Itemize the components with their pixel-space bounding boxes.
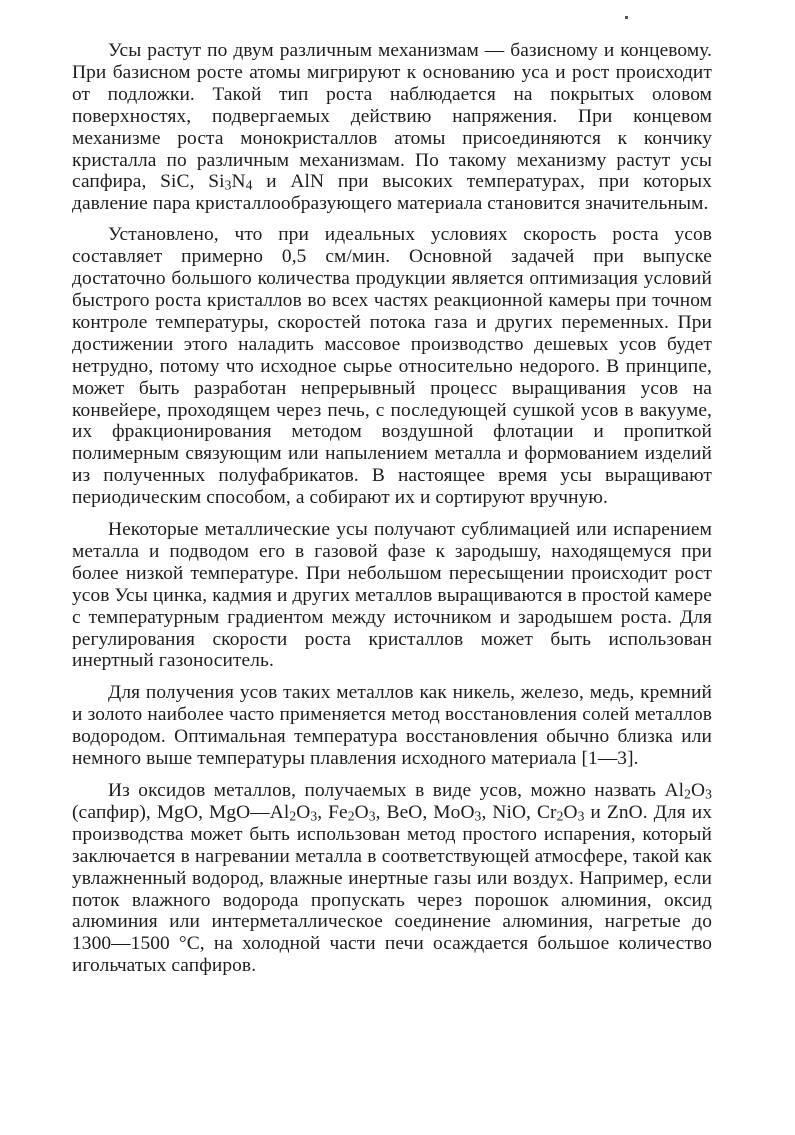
paragraph-oxide-whiskers: Из оксидов металлов, получаемых в виде усов, можно назвать $Al_2O_3$ (сапфир), MgO, $MgO—Al_2O_3$, $Fe_2O_3$, BeO, MoO$_3$, NiO, $Cr_2O_3$ и ZnO. Для их производства может быть использован метод простого испарения, который заключается в нагревании металла в соответствующей атмосфере, такой как увлажненный водород, влажные инертные газы или воздух. Например, если поток влажного водорода пропускать через порошок алюминия, оксид алюминия или интерметаллическое соединение алюминия, нагретые до 1300—1500 °С, на холодной части печи осаждается большое количество игольчатых сапфиров.: [72, 780, 712, 977]
paragraph-growth-rate: Установлено, что при идеальных условиях скорость роста усов составляет примерно 0,5 см/мин. Основной задачей при выпуске достаточно большого количества продукции является оптимизация условий быстрого роста кристаллов во всех частях реакционной камеры при точном контроле температуры, скоростей потока газа и других переменных. При достижении этого наладить массовое производство дешевых усов будет нетрудно, потому что исходное сырье относительно недорого. В принципе, может быть разработан непрерывный процесс выращивания усов на конвейере, проходящем через печь, с последующей сушкой усов в вакууме, их фракционирования методом воздушной флотации и пропиткой полимерным связующим или напылением металла и формованием изделий из полученных полуфабрикатов. В настоящее время усы выращивают периодическим способом, а собирают их и сортируют вручную.: [72, 224, 712, 509]
paragraph-reduction-method: Для получения усов таких металлов как никель, железо, медь, кремний и золото наиболее часто применяется метод восстановления солей металлов водородом. Оптимальная температура восстановления обычно близка или немного выше температуры плавления исходного материала [1—3].: [72, 682, 712, 770]
paragraph-metallic-whiskers: Некоторые металлические усы получают сублимацией или испарением металла и подводом его в газовой фазе к зародышу, находящемуся при более низкой температуре. При небольшом пересыщении происходит рост усов Усы цинка, кадмия и других металлов выращиваются в простой камере с температурным градиентом между источником и зародышем роста. Для регулирования скорости роста кристаллов может быть использован инертный газоноситель.: [72, 519, 712, 672]
paragraph-whisker-growth-mechanisms: Усы растут по двум различным механизмам — базисному и концевому. При базисном росте атомы мигрируют к основанию уса и рост происходит от подложки. Такой тип роста наблюдается на покрытых оловом поверхностях, подвергаемых действию напряжения. При концевом механизме роста монокристаллов атомы присоединяются к кончику кристалла по различным механизмам. По такому механизму растут усы сапфира, SiC, $Si_3N_4$ и AlN при высоких температурах, при которых давление пара кристаллообразующего материала становится значительным.: [72, 40, 712, 215]
document-page: [72, 40, 712, 987]
page-corner-mark: [625, 16, 628, 19]
